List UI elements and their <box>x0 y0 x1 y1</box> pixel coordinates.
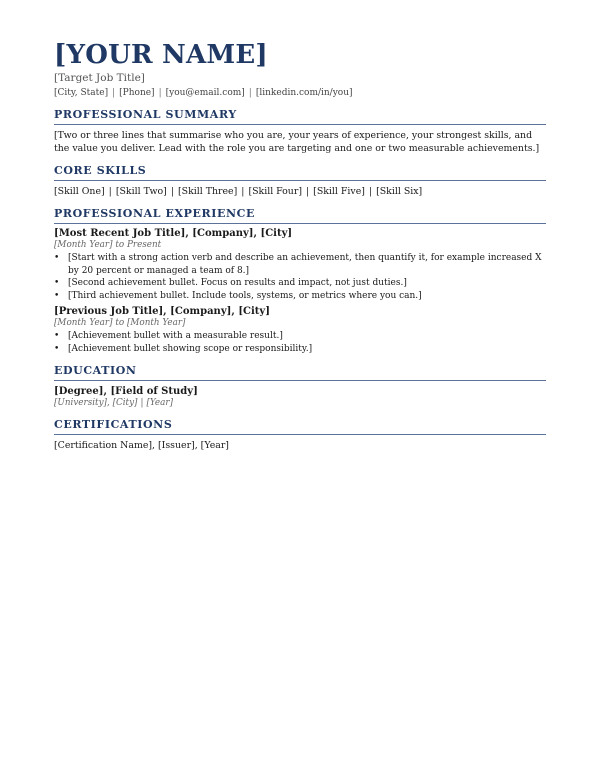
target-job-title: [Target Job Title] <box>54 72 145 84</box>
bullet-dot: • <box>54 290 60 301</box>
education-section <box>54 364 546 409</box>
education-university: [University], [City] <box>54 398 138 408</box>
skill-separator: | <box>170 186 174 197</box>
job-bullet-text: [Third achievement bullet. Include tools, systems, or metrics where you can.] <box>68 290 422 301</box>
contact-separator: | <box>112 88 116 98</box>
job-heading: [Most Recent Job Title], [Company], [City] <box>54 228 293 239</box>
education-year: [Year] <box>146 398 174 408</box>
bullet-dot: • <box>54 331 60 341</box>
experience-heading: PROFESSIONAL EXPERIENCE <box>54 207 546 224</box>
job-bullets <box>54 252 546 302</box>
education-separator: | <box>140 398 144 408</box>
education-heading: EDUCATION <box>54 364 546 381</box>
contact-phone: [Phone] <box>119 88 155 98</box>
job-bullet-text: [Start with a strong action verb and describe an achievement, then quantify it, for example increased X by 20 percent or managed a team of 8.] <box>68 253 542 276</box>
contact-city-state: [City, State] <box>54 88 109 98</box>
certifications-section <box>54 418 546 452</box>
job-bullet-text: [Second achievement bullet. Focus on results and impact, not just duties.] <box>68 278 407 288</box>
skill-item: [Skill Five] <box>313 186 365 197</box>
skill-item: [Skill One] <box>54 186 105 197</box>
contact-line <box>54 87 546 99</box>
bullet-dot: • <box>54 343 60 354</box>
skills-heading: CORE SKILLS <box>54 164 546 181</box>
job-bullet <box>54 343 546 356</box>
job-bullet-text: [Achievement bullet showing scope or responsibility.] <box>68 343 313 354</box>
bullet-dot: • <box>54 278 60 288</box>
bullet-dot: • <box>54 253 60 263</box>
summary-section <box>54 108 546 155</box>
summary-text: [Two or three lines that summarise who you are, your years of experience, your strongest skills, and the value you deliver. Lead with the role you are targeting and one or two measurable achievements.] <box>54 130 540 154</box>
job-bullet <box>54 330 546 343</box>
education-degree: [Degree], [Field of Study] <box>54 386 198 397</box>
skills-list <box>54 185 546 198</box>
job-heading: [Previous Job Title], [Company], [City] <box>54 306 270 317</box>
job-entry <box>54 227 546 302</box>
skill-separator: | <box>108 186 112 197</box>
job-bullet-text: [Achievement bullet with a measurable result.] <box>68 331 283 341</box>
contact-linkedin: [linkedin.com/in/you] <box>255 88 353 98</box>
education-meta <box>54 398 546 409</box>
skill-item: [Skill Six] <box>376 186 423 197</box>
skill-separator: | <box>241 186 245 197</box>
certification-line: [Certification Name], [Issuer], [Year] <box>54 440 229 451</box>
job-bullets <box>54 330 546 355</box>
job-dates: [Month Year] to [Month Year] <box>54 318 186 328</box>
skill-item: [Skill Four] <box>248 186 302 197</box>
summary-heading: PROFESSIONAL SUMMARY <box>54 108 546 125</box>
contact-separator: | <box>158 88 162 98</box>
job-bullet <box>54 252 546 277</box>
contact-email: [you@email.com] <box>165 88 245 98</box>
skills-section <box>54 164 546 198</box>
skill-item: [Skill Three] <box>178 186 238 197</box>
certifications-heading: CERTIFICATIONS <box>54 418 546 435</box>
contact-separator: | <box>248 88 252 98</box>
resume-name: [YOUR NAME] <box>54 40 268 70</box>
experience-section <box>54 207 546 355</box>
skill-separator: | <box>306 186 310 197</box>
job-dates: [Month Year] to Present <box>54 240 162 250</box>
skill-separator: | <box>368 186 373 197</box>
job-bullet <box>54 277 546 290</box>
skill-item: [Skill Two] <box>115 186 167 197</box>
job-bullet <box>54 290 546 303</box>
job-entry <box>54 305 546 355</box>
